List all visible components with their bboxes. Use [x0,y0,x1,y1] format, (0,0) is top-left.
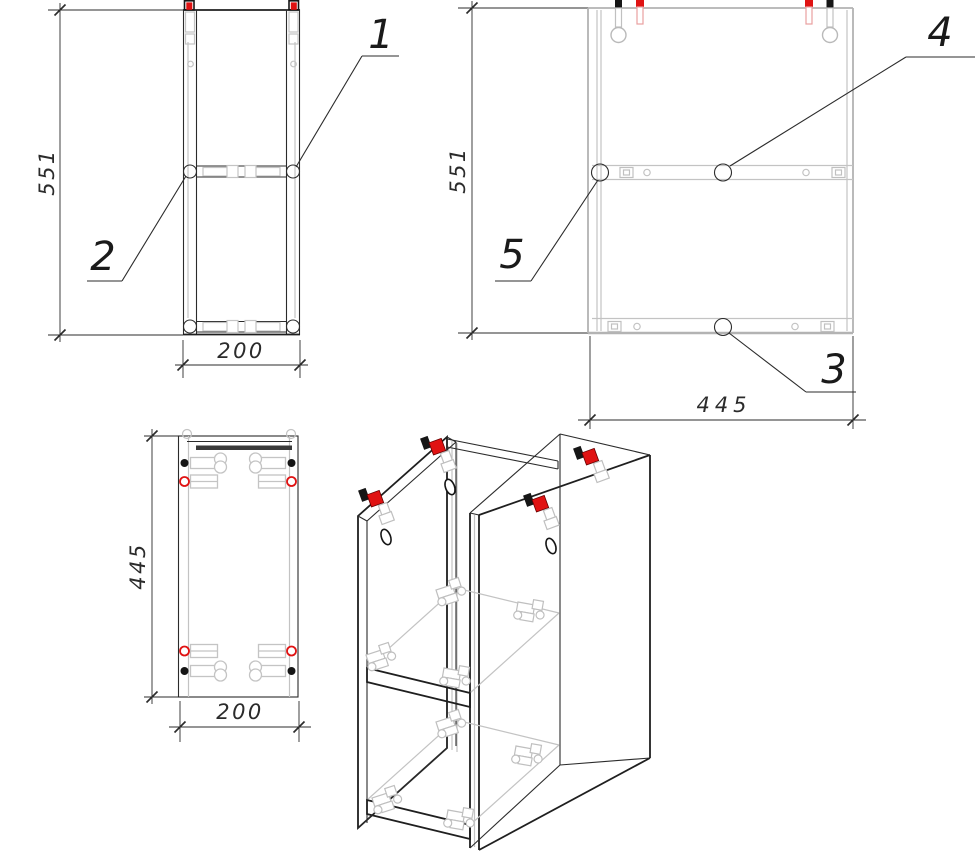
shelf-fitting [821,322,834,332]
cam-lock [184,320,197,333]
fitting-cluster [363,642,398,672]
shelf-fitting [608,322,621,332]
side-cabinet-panel [588,0,853,336]
cam-lock [715,164,732,181]
dowel-point [288,667,296,675]
side-view [446,0,975,429]
cam-screw-symbol [191,475,218,488]
plan-width-dim-label: 200 [216,700,264,724]
fitting-cluster [369,785,404,815]
hanger-bracket-icon [185,1,195,10]
plan-fasteners-top [180,453,296,488]
plan-fasteners-bottom [180,645,296,682]
plan-body [179,430,299,698]
leader-line [122,176,186,281]
hanging-rail [196,446,292,451]
cam-screw-point [180,477,189,486]
fitting-cluster [433,577,468,607]
plan-depth-dim-label: 445 [126,542,150,590]
plan-dim-width [169,700,311,742]
dowel-point [181,667,189,675]
side-middle-shelf-band [592,164,854,181]
shelf-fitting [245,321,280,333]
callout-3-label: 3 [821,347,847,393]
hanger-bracket-icon [289,1,299,10]
leader-line [730,57,906,166]
cam-screw-symbol [259,645,286,658]
front-view [35,1,399,378]
hanger-fitting-icon [523,487,559,533]
fitting-cluster [433,709,468,739]
dowel-symbol [191,661,227,681]
shelf-fitting [620,168,633,178]
front-height-dim-label: 551 [35,148,59,196]
dowel-point [181,459,189,467]
leader-line [296,56,362,167]
screw-hole [544,537,558,555]
cam-screw-point [287,647,296,656]
plan-view [126,429,311,742]
isometric-view [358,430,650,850]
left-side-panel [184,10,197,335]
cam-screw-point [287,477,296,486]
fitting-cluster [443,805,476,832]
cam-screw-symbol [191,645,218,658]
side-depth-dim-label: 445 [696,393,752,417]
front-cabinet [183,1,300,335]
screw-hole [443,478,457,496]
front-dim-height [35,3,183,342]
cam-screw-symbol [259,475,286,488]
dowel-symbol [191,453,227,473]
callout-4-label: 4 [927,10,953,56]
shelf-fitting [832,168,845,178]
screw-hole [379,528,393,546]
callout-2-label: 2 [90,234,116,280]
leader-line [729,333,806,392]
dowel-symbol [250,453,286,473]
hanger-pin-icon [636,0,644,24]
callout-2 [87,176,186,281]
side-height-dim-label: 551 [446,146,470,194]
bottom-shelf [184,320,300,333]
cam-lock [287,165,300,178]
front-width-dim-label: 200 [217,339,265,363]
middle-shelf [184,165,300,178]
callout-5-label: 5 [499,232,525,278]
cam-screw-point [180,647,189,656]
callout-3 [729,333,856,393]
dowel-symbol [250,661,286,681]
callout-1 [296,12,399,167]
cam-lock [592,164,609,181]
shelf-fitting [203,321,238,333]
shelf-fitting [203,166,238,178]
iso-back-rail [447,439,558,469]
hanger-pin-icon [805,0,813,24]
dowel-point [288,459,296,467]
hanger-pin-icon [611,0,626,43]
shelf-fitting [245,166,280,178]
cam-lock [287,320,300,333]
plan-dim-depth [126,429,179,704]
side-dim-height [446,1,592,340]
fitting-cluster [511,741,544,768]
hanger-pin-icon [823,0,838,43]
front-dim-width [175,339,308,378]
fitting-cluster [513,597,546,624]
callout-1-label: 1 [368,12,394,58]
iso-right-panel [470,434,650,850]
callout-5 [495,180,598,281]
right-side-panel [287,10,300,335]
